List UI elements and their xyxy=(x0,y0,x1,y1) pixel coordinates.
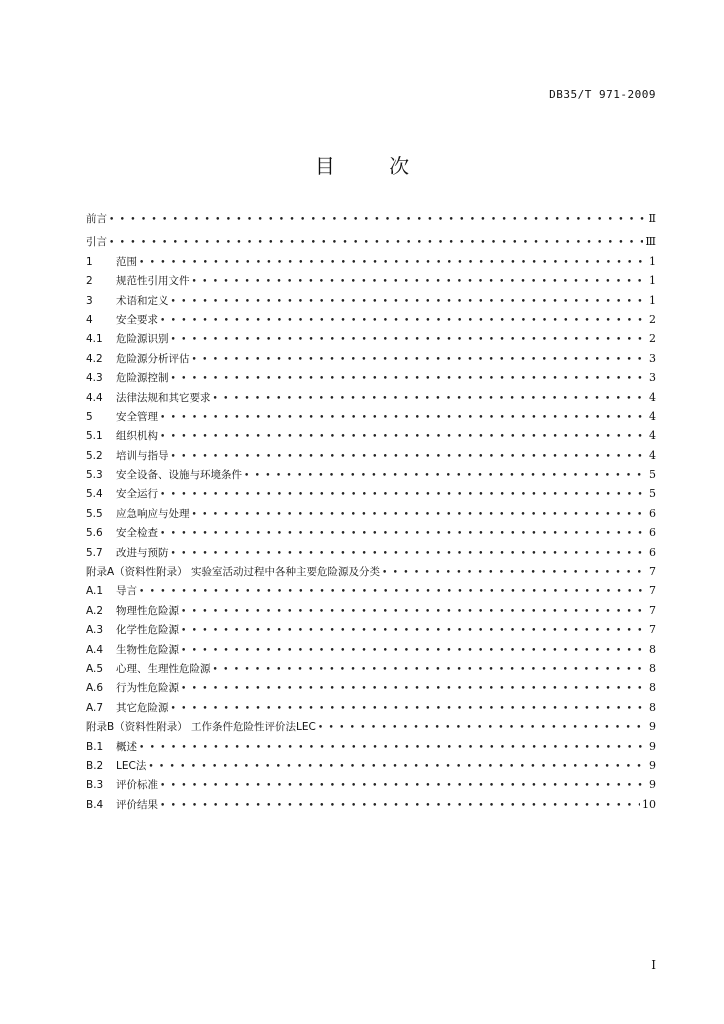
toc-entry-title xyxy=(86,330,169,349)
toc-dot-leader xyxy=(181,680,647,699)
toc-entry[interactable] xyxy=(86,717,656,736)
toc-entry-title xyxy=(86,292,169,311)
toc-entry-text: 引言 xyxy=(86,236,107,249)
toc-dot-leader xyxy=(160,428,647,447)
toc-entry-title xyxy=(86,757,146,776)
toc-entry-title xyxy=(86,272,190,291)
toc-entry-text: 生物性危险源 xyxy=(116,643,179,656)
toc-entry-text: 附录B（资料性附录） 工作条件危险性评价法LEC xyxy=(86,721,316,734)
toc-entry-page: 1 xyxy=(649,293,656,307)
toc-dot-leader xyxy=(160,777,647,796)
toc-dot-leader xyxy=(148,758,647,777)
toc-entry-title xyxy=(86,210,107,229)
toc-entry[interactable] xyxy=(86,562,656,581)
toc-entry-text: 化学性危险源 xyxy=(116,624,179,637)
toc-entry-page: 5 xyxy=(649,468,656,482)
toc-dot-leader xyxy=(109,211,647,230)
toc-entry-text: 改进与预防 xyxy=(116,546,169,559)
toc-entry-page: 7 xyxy=(649,584,656,598)
toc-entry-text: 物理性危险源 xyxy=(116,604,179,617)
toc-dot-leader xyxy=(139,254,647,273)
toc-entry-page: 7 xyxy=(649,603,656,617)
toc-entry-page: 8 xyxy=(649,642,656,656)
toc-entry-title xyxy=(86,233,107,252)
toc-entry-title xyxy=(86,253,137,272)
toc-entry-page: 5 xyxy=(649,487,656,501)
toc-entry-page: 3 xyxy=(649,371,656,385)
toc-dot-leader xyxy=(171,331,648,350)
toc-entry-text: 评价结果 xyxy=(116,798,158,811)
toc-entry-text: 规范性引用文件 xyxy=(116,275,190,288)
toc-entry[interactable] xyxy=(86,775,656,794)
toc-entry[interactable] xyxy=(86,252,656,271)
toc-entry-text: 其它危险源 xyxy=(116,701,169,714)
toc-dot-leader xyxy=(171,448,648,467)
toc-entry[interactable] xyxy=(86,678,656,697)
toc-entry[interactable] xyxy=(86,407,656,426)
toc-entry-title xyxy=(86,505,190,524)
toc-entry[interactable] xyxy=(86,601,656,620)
toc-entry[interactable] xyxy=(86,388,656,407)
toc-entry-title xyxy=(86,389,211,408)
toc-dot-leader xyxy=(192,506,648,525)
toc-entry-number: B.3 xyxy=(86,779,104,792)
toc-entry-number: 4 xyxy=(86,313,93,326)
toc-dot-leader xyxy=(382,564,647,583)
toc-dot-leader xyxy=(318,719,647,738)
toc-entry-text: 危险源分析评估 xyxy=(116,352,190,365)
toc-entry[interactable] xyxy=(86,484,656,503)
toc-entry[interactable] xyxy=(86,465,656,484)
toc-dot-leader xyxy=(171,545,648,564)
table-of-contents xyxy=(86,209,656,814)
toc-entry-text: 培训与指导 xyxy=(116,449,169,462)
toc-entry-page: 4 xyxy=(649,448,656,462)
toc-entry-number: 5.3 xyxy=(86,469,103,482)
toc-entry-title xyxy=(86,718,316,737)
page-number: I xyxy=(651,958,656,972)
toc-entry-page: 1 xyxy=(649,274,656,288)
toc-entry-number: 5.4 xyxy=(86,488,103,501)
toc-entry-number: 4.4 xyxy=(86,391,103,404)
toc-entry[interactable] xyxy=(86,426,656,445)
toc-dot-leader xyxy=(181,622,647,641)
toc-entry-text: 行为性危险源 xyxy=(116,682,179,695)
toc-entry-text: 术语和定义 xyxy=(116,294,169,307)
toc-entry-page: 9 xyxy=(649,758,656,772)
toc-entry-text: 安全设备、设施与环境条件 xyxy=(116,469,242,482)
toc-entry-page: 7 xyxy=(649,565,656,579)
toc-entry[interactable] xyxy=(86,368,656,387)
toc-entry[interactable] xyxy=(86,291,656,310)
toc-entry-number: 3 xyxy=(86,294,93,307)
toc-entry-title xyxy=(86,621,179,640)
toc-entry-title xyxy=(86,660,211,679)
toc-entry[interactable] xyxy=(86,659,656,678)
toc-entry-number: 5.2 xyxy=(86,449,103,462)
toc-entry-page: 8 xyxy=(649,681,656,695)
toc-dot-leader xyxy=(109,234,643,253)
toc-entry-text: 心理、生理性危险源 xyxy=(116,662,211,675)
toc-entry-title xyxy=(86,738,137,757)
toc-entry-number: 5.5 xyxy=(86,507,103,520)
toc-entry-title xyxy=(86,602,179,621)
title-char-right: 次 xyxy=(389,154,410,178)
toc-entry-title xyxy=(86,369,169,388)
toc-entry-title xyxy=(86,485,158,504)
toc-entry-number: A.6 xyxy=(86,682,104,695)
toc-entry[interactable] xyxy=(86,756,656,775)
toc-entry-title xyxy=(86,466,242,485)
toc-dot-leader xyxy=(139,739,647,758)
toc-entry-text: 危险源控制 xyxy=(116,372,169,385)
toc-entry-page: 2 xyxy=(649,312,656,326)
toc-dot-leader xyxy=(181,642,647,661)
toc-dot-leader xyxy=(139,583,647,602)
toc-entry-number: A.7 xyxy=(86,701,104,714)
toc-entry-text: 概述 xyxy=(116,740,137,753)
toc-entry-title xyxy=(86,563,380,582)
toc-entry-title xyxy=(86,776,158,795)
toc-entry-number: 4.3 xyxy=(86,372,103,385)
toc-entry-text: 法律法规和其它要求 xyxy=(116,391,211,404)
title-char-left: 目 xyxy=(314,154,335,178)
toc-entry[interactable] xyxy=(86,271,656,290)
toc-entry-number: 5.7 xyxy=(86,546,103,559)
toc-entry-page: 9 xyxy=(649,720,656,734)
toc-entry-number: A.3 xyxy=(86,624,104,637)
toc-entry-page: 6 xyxy=(649,545,656,559)
toc-entry-title xyxy=(86,311,158,330)
toc-entry-number: A.1 xyxy=(86,585,104,598)
toc-dot-leader xyxy=(160,486,647,505)
toc-entry[interactable] xyxy=(86,698,656,717)
toc-entry-text: 前言 xyxy=(86,213,107,225)
toc-dot-leader xyxy=(160,409,647,428)
toc-entry[interactable] xyxy=(86,349,656,368)
toc-entry-page: 9 xyxy=(649,778,656,792)
toc-entry-title xyxy=(86,699,169,718)
toc-entry[interactable] xyxy=(86,581,656,600)
toc-entry[interactable] xyxy=(86,543,656,562)
toc-entry-number: 5.6 xyxy=(86,527,103,540)
toc-entry-text: 安全运行 xyxy=(116,488,158,501)
toc-entry[interactable] xyxy=(86,523,656,542)
toc-entry-number: A.4 xyxy=(86,643,104,656)
toc-entry-page: Ⅲ xyxy=(645,235,656,249)
toc-entry-page: 4 xyxy=(649,409,656,423)
toc-entry-number: B.1 xyxy=(86,740,104,753)
toc-entry-page: 6 xyxy=(649,506,656,520)
toc-entry-page: 1 xyxy=(649,254,656,268)
toc-dot-leader xyxy=(160,525,647,544)
toc-entry-page: 9 xyxy=(649,739,656,753)
toc-entry[interactable] xyxy=(86,640,656,659)
toc-dot-leader xyxy=(181,603,647,622)
toc-entry-number: A.2 xyxy=(86,604,104,617)
toc-entry-title xyxy=(86,350,190,369)
toc-entry-text: 危险源识别 xyxy=(116,333,169,346)
toc-entry[interactable] xyxy=(86,795,656,814)
toc-entry-title xyxy=(86,408,158,427)
toc-dot-leader xyxy=(192,351,648,370)
toc-dot-leader xyxy=(244,467,647,486)
toc-dot-leader xyxy=(192,273,648,292)
toc-entry-title xyxy=(86,447,169,466)
toc-dot-leader xyxy=(213,390,648,409)
toc-dot-leader xyxy=(213,661,648,680)
toc-entry-title xyxy=(86,641,179,660)
toc-entry-page: 7 xyxy=(649,623,656,637)
page-title xyxy=(0,150,724,179)
toc-entry-number: B.4 xyxy=(86,798,104,811)
toc-entry-number: 4.1 xyxy=(86,333,103,346)
toc-entry-text: 评价标准 xyxy=(116,779,158,792)
toc-entry-text: 导言 xyxy=(116,585,137,598)
toc-entry-text: 安全管理 xyxy=(116,410,158,423)
toc-entry[interactable] xyxy=(86,329,656,348)
toc-dot-leader xyxy=(160,312,647,331)
toc-dot-leader xyxy=(171,370,648,389)
toc-entry[interactable] xyxy=(86,310,656,329)
toc-entry-number: 2 xyxy=(86,275,93,288)
toc-entry-text: 附录A（资料性附录） 实验室活动过程中各种主要危险源及分类 xyxy=(86,566,381,579)
toc-entry-page: 8 xyxy=(649,661,656,675)
toc-dot-leader xyxy=(160,797,640,816)
toc-entry-text: 安全检查 xyxy=(116,527,158,540)
toc-entry[interactable] xyxy=(86,232,656,251)
toc-entry-text: LEC法 xyxy=(116,759,147,772)
toc-entry-text: 安全要求 xyxy=(116,313,158,326)
toc-entry-page: 4 xyxy=(649,390,656,404)
toc-entry-text: 组织机构 xyxy=(116,430,158,443)
toc-entry[interactable] xyxy=(86,504,656,523)
toc-entry-number: 4.2 xyxy=(86,352,103,365)
toc-dot-leader xyxy=(171,700,648,719)
toc-entry-number: 5.1 xyxy=(86,430,103,443)
toc-entry[interactable] xyxy=(86,209,656,228)
toc-entry-number: A.5 xyxy=(86,662,104,675)
toc-entry-page: 2 xyxy=(649,332,656,346)
toc-entry-title xyxy=(86,427,158,446)
document-id: DB35/T 971-2009 xyxy=(549,88,656,101)
toc-entry-number: B.2 xyxy=(86,759,104,772)
toc-dot-leader xyxy=(171,293,648,312)
toc-entry-page: 3 xyxy=(649,351,656,365)
toc-entry-page: 10 xyxy=(642,797,656,811)
toc-entry[interactable] xyxy=(86,737,656,756)
toc-entry[interactable] xyxy=(86,446,656,465)
toc-entry-page: 6 xyxy=(649,526,656,540)
toc-entry-title xyxy=(86,582,137,601)
toc-entry-number: 1 xyxy=(86,255,93,268)
toc-entry[interactable] xyxy=(86,620,656,639)
toc-entry-number: 5 xyxy=(86,410,93,423)
toc-entry-title xyxy=(86,679,179,698)
toc-entry-page: Ⅱ xyxy=(648,212,656,225)
toc-entry-page: 4 xyxy=(649,429,656,443)
toc-entry-title xyxy=(86,544,169,563)
toc-entry-text: 范围 xyxy=(116,255,137,268)
toc-entry-title xyxy=(86,524,158,543)
toc-entry-page: 8 xyxy=(649,700,656,714)
toc-entry-text: 应急响应与处理 xyxy=(116,507,190,520)
toc-entry-title xyxy=(86,796,158,815)
